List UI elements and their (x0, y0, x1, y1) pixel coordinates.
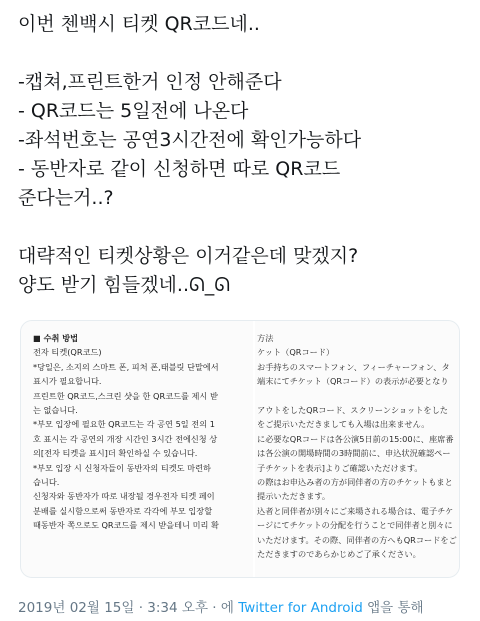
notice-line: ケット（QRコード） (257, 347, 335, 358)
notice-line (257, 389, 459, 403)
notice-line: ージにてチケットの分配を行うことで同伴者と別々に (257, 520, 453, 531)
tweet-blank-line (18, 213, 468, 242)
notice-line: *부모 입장 시 신청자들이 동반자의 티켓도 마련하 (33, 462, 211, 473)
notice-line: 습니다. (33, 477, 60, 488)
tweet-line: 양도 받기 힘들겠네..ᘏ_ᘏ (18, 274, 231, 296)
source-suffix: 앱을 통해 (362, 600, 424, 616)
notice-line: 때동반자 쪽으로도 QR코드를 제시 받을테니 미리 확 (33, 520, 219, 531)
tweet-line: 준다는거..? (18, 187, 114, 209)
tweet-blank-line (18, 39, 468, 68)
notice-line: 신청자와 동반자가 따로 내장될 경우전자 티켓 페이 (33, 491, 215, 502)
notice-line: 込者と同伴者が別々にご来場される場合は、電子チケ (257, 505, 454, 516)
notice-line: ただきますのであらかじめご了承ください。 (257, 549, 421, 560)
notice-line: *당일은, 소지의 스마트 폰, 피처 폰,태블릿 단말에서 (33, 361, 219, 372)
notice-line: 프린트한 QR코드,스크린 샷을 한 QR코드를 제시 받 (33, 390, 218, 401)
notice-line: *부모 입장에 필요한 QR코드는 각 공연 5일 전의 1 (33, 419, 215, 430)
tweet-line: -좌석번호는 공연3시간전에 확인가능하다 (18, 129, 362, 151)
tweet-media[interactable] (20, 320, 460, 578)
notice-line: アウトをしたQRコード、スクリーンショットをした (257, 405, 448, 416)
korean-notice-text (21, 321, 253, 533)
media-image-japanese-notice[interactable] (255, 321, 459, 577)
notice-line: に必要なQRコードは各公演5日前の15:00に、座席番 (257, 433, 454, 444)
tweet-line: 대략적인 티켓상황은 이거같은데 맞겠지? (18, 245, 359, 267)
tweet-line: - 동반자로 같이 신청하면 따로 QR코드 (18, 158, 341, 180)
notice-line: 전자 티켓(QR코드) (33, 347, 102, 358)
notice-line: の際はお申込み者の方が同伴者の方のチケットもまと (257, 477, 453, 488)
notice-line: いただけます。その際、同伴者の方へもQRコードをご (257, 534, 457, 545)
tweet-meta (18, 596, 424, 616)
notice-line: 분배를 실시함으로써 동반자로 각각에 부모 입장할 (33, 505, 213, 516)
tweet-timestamp[interactable]: 2019년 02월 15일 · 3:34 오후 · 에 (18, 600, 239, 616)
notice-line: 方法 (257, 333, 274, 343)
japanese-notice-text (255, 321, 459, 562)
notice-line: 提示いただきます。 (257, 491, 331, 502)
notice-line: 子チケットを表示]よりご確認いただけます。 (257, 462, 423, 473)
notice-heading: ■ 수취 방법 (33, 333, 79, 343)
notice-line: 의[전자 티켓을 표시]더 확인하실 수 있습니다. (33, 448, 198, 459)
tweet-line: -캡쳐,프린트한거 인정 안해준다 (18, 71, 282, 93)
notice-line: 는 없습니다. (33, 405, 78, 416)
notice-line: をご提示いただきましても入場は出来ません。 (257, 419, 430, 430)
source-link[interactable]: Twitter for Android (238, 600, 363, 616)
media-image-korean-notice[interactable] (21, 321, 255, 577)
notice-line: は各公演の開場時間の3時間前に、申込状況確認ペー (257, 448, 451, 459)
tweet-line: 이번 첸백시 티켓 QR코드네.. (18, 13, 260, 35)
tweet-text (18, 10, 468, 300)
notice-line: 표시가 필요합니다. (33, 376, 102, 387)
notice-line: 호 표시는 각 공연의 개장 시간인 3시간 전에신청 상 (33, 433, 218, 444)
notice-line: 端末にてチケット（QRコード）の表示が必要となり (257, 376, 449, 387)
tweet-line: - QR코드는 5일전에 나온다 (18, 100, 249, 122)
notice-line: お手持ちのスマートフォン、フィーチャーフォン、タ (257, 361, 450, 372)
